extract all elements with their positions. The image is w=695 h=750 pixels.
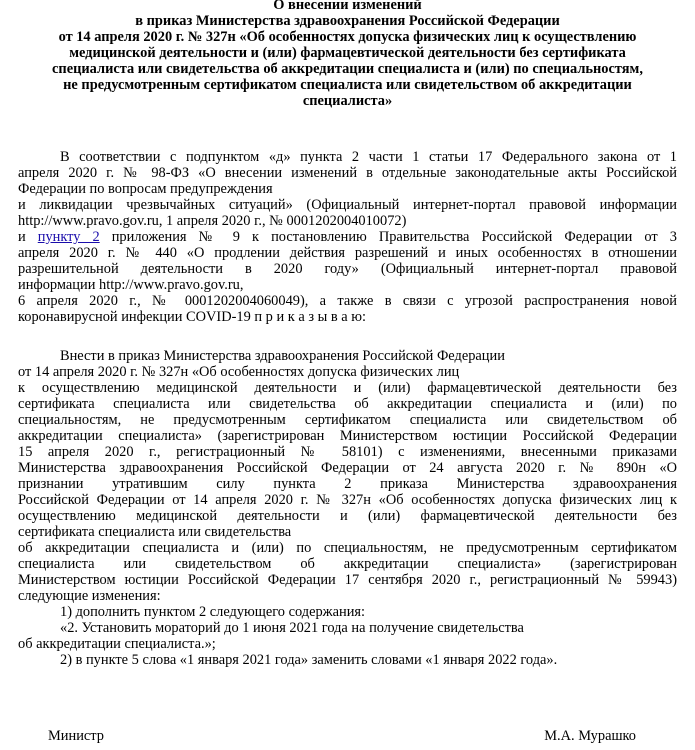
body-line: следующие изменения: xyxy=(18,588,161,604)
preamble-line: апреля 2020 г. № 440 «О продлении действия разрешений и иных особенностях в отношении xyxy=(18,245,677,261)
preamble-line: В соответствии с подпунктом «д» пункта 2 части 1 статьи 17 Федерального закона от 1 xyxy=(60,149,677,165)
body-paragraph xyxy=(18,348,677,668)
body-line: Министерства здравоохранения Российской Федерации от 24 августа 2020 г. № 890н «О xyxy=(18,460,677,476)
title-line: специалиста или свидетельства об аккредитации специалиста и (или) по специальностям, xyxy=(52,61,643,77)
amendment-item: об аккредитации специалиста.»; xyxy=(18,636,216,652)
body-line: специалиста или свидетельством об аккредитации специалиста» (зарегистрирован xyxy=(18,556,677,572)
body-line: специальностям, не предусмотренным сертификатом специалиста или свидетельством об xyxy=(18,412,677,428)
preamble-line: 6 апреля 2020 г., № 0001202004060049), а также в связи с угрозой распространения новой xyxy=(18,293,677,309)
title-line: специалиста» xyxy=(302,93,393,109)
preamble-line: Федерации по вопросам предупреждения xyxy=(18,181,273,197)
title-line: не предусмотренным сертификатом специалиста или свидетельством об аккредитации xyxy=(63,77,632,93)
body-line: сертификата специалиста или свидетельства об аккредитации специалиста и (или) по xyxy=(18,396,677,412)
body-line: признании утратившим силу пункта 2 приказа Министерства здравоохранения xyxy=(18,476,677,492)
law-reference-link[interactable]: пункту 2 xyxy=(37,229,100,245)
preamble-text: приложения № 9 к постановлению Правительства Российской Федерации от 3 xyxy=(99,229,677,245)
body-line: Внести в приказ Министерства здравоохранения Российской Федерации xyxy=(60,348,505,364)
signatory-name: М.А. Мурашко xyxy=(544,728,636,744)
preamble-line: и ликвидации чрезвычайных ситуаций» (Официальный интернет-портал правовой информации xyxy=(18,197,677,213)
body-line: 15 апреля 2020 г., регистрационный № 58101) с изменениями, внесенными приказами xyxy=(18,444,677,460)
preamble-line: коронавирусной инфекции COVID-19 п р и к а з ы в а ю: xyxy=(18,309,367,325)
body-line: Министерством юстиции Российской Федерации 17 сентября 2020 г., регистрационный № 59943) xyxy=(18,572,677,588)
preamble-line xyxy=(18,229,677,245)
preamble-text: и xyxy=(18,229,38,245)
body-line: аккредитации специалиста» (зарегистрирован Министерством юстиции Российской Федерации xyxy=(18,428,677,444)
preamble-line: http://www.pravo.gov.ru, 1 апреля 2020 г., № 0001202004010072) xyxy=(18,213,407,229)
preamble-paragraph xyxy=(18,149,677,325)
document-title xyxy=(18,0,677,109)
preamble-line: апреля 2020 г. № 98-ФЗ «О внесении изменений в отдельные законодательные акты Российской xyxy=(18,165,677,181)
amendment-item: «2. Установить мораторий до 1 июня 2021 года на получение свидетельства xyxy=(60,620,524,636)
body-line: к осуществлению медицинской деятельности и (или) фармацевтической деятельности без xyxy=(18,380,677,396)
title-line: в приказ Министерства здравоохранения Российской Федерации xyxy=(135,13,560,29)
body-line: об аккредитации специалиста и (или) по специальностям, не предусмотренным сертификатом xyxy=(18,540,677,556)
body-line: от 14 апреля 2020 г. № 327н «Об особенностях допуска физических лиц xyxy=(18,364,460,380)
amendment-item: 1) дополнить пунктом 2 следующего содержания: xyxy=(60,604,366,620)
title-line: О внесении изменений xyxy=(273,0,422,13)
body-line: сертификата специалиста или свидетельства xyxy=(18,524,292,540)
amendment-item: 2) в пункте 5 слова «1 января 2021 года» заменить словами «1 января 2022 года». xyxy=(60,652,558,668)
body-line: осуществлению медицинской деятельности и (или) фармацевтической деятельности без xyxy=(18,508,677,524)
preamble-line: разрешительной деятельности в 2020 году» (Официальный интернет-портал правовой xyxy=(18,261,677,277)
title-line: медицинской деятельности и (или) фармацевтической деятельности без сертификата xyxy=(69,45,626,61)
preamble-line: информации http://www.pravo.gov.ru, xyxy=(18,277,244,293)
title-line: от 14 апреля 2020 г. № 327н «Об особенностях допуска физических лиц к осуществлению xyxy=(58,29,637,45)
signatory-position: Министр xyxy=(48,728,104,744)
body-line: Российской Федерации от 14 апреля 2020 г. № 327н «Об особенностях допуска физических лиц к xyxy=(18,492,677,508)
